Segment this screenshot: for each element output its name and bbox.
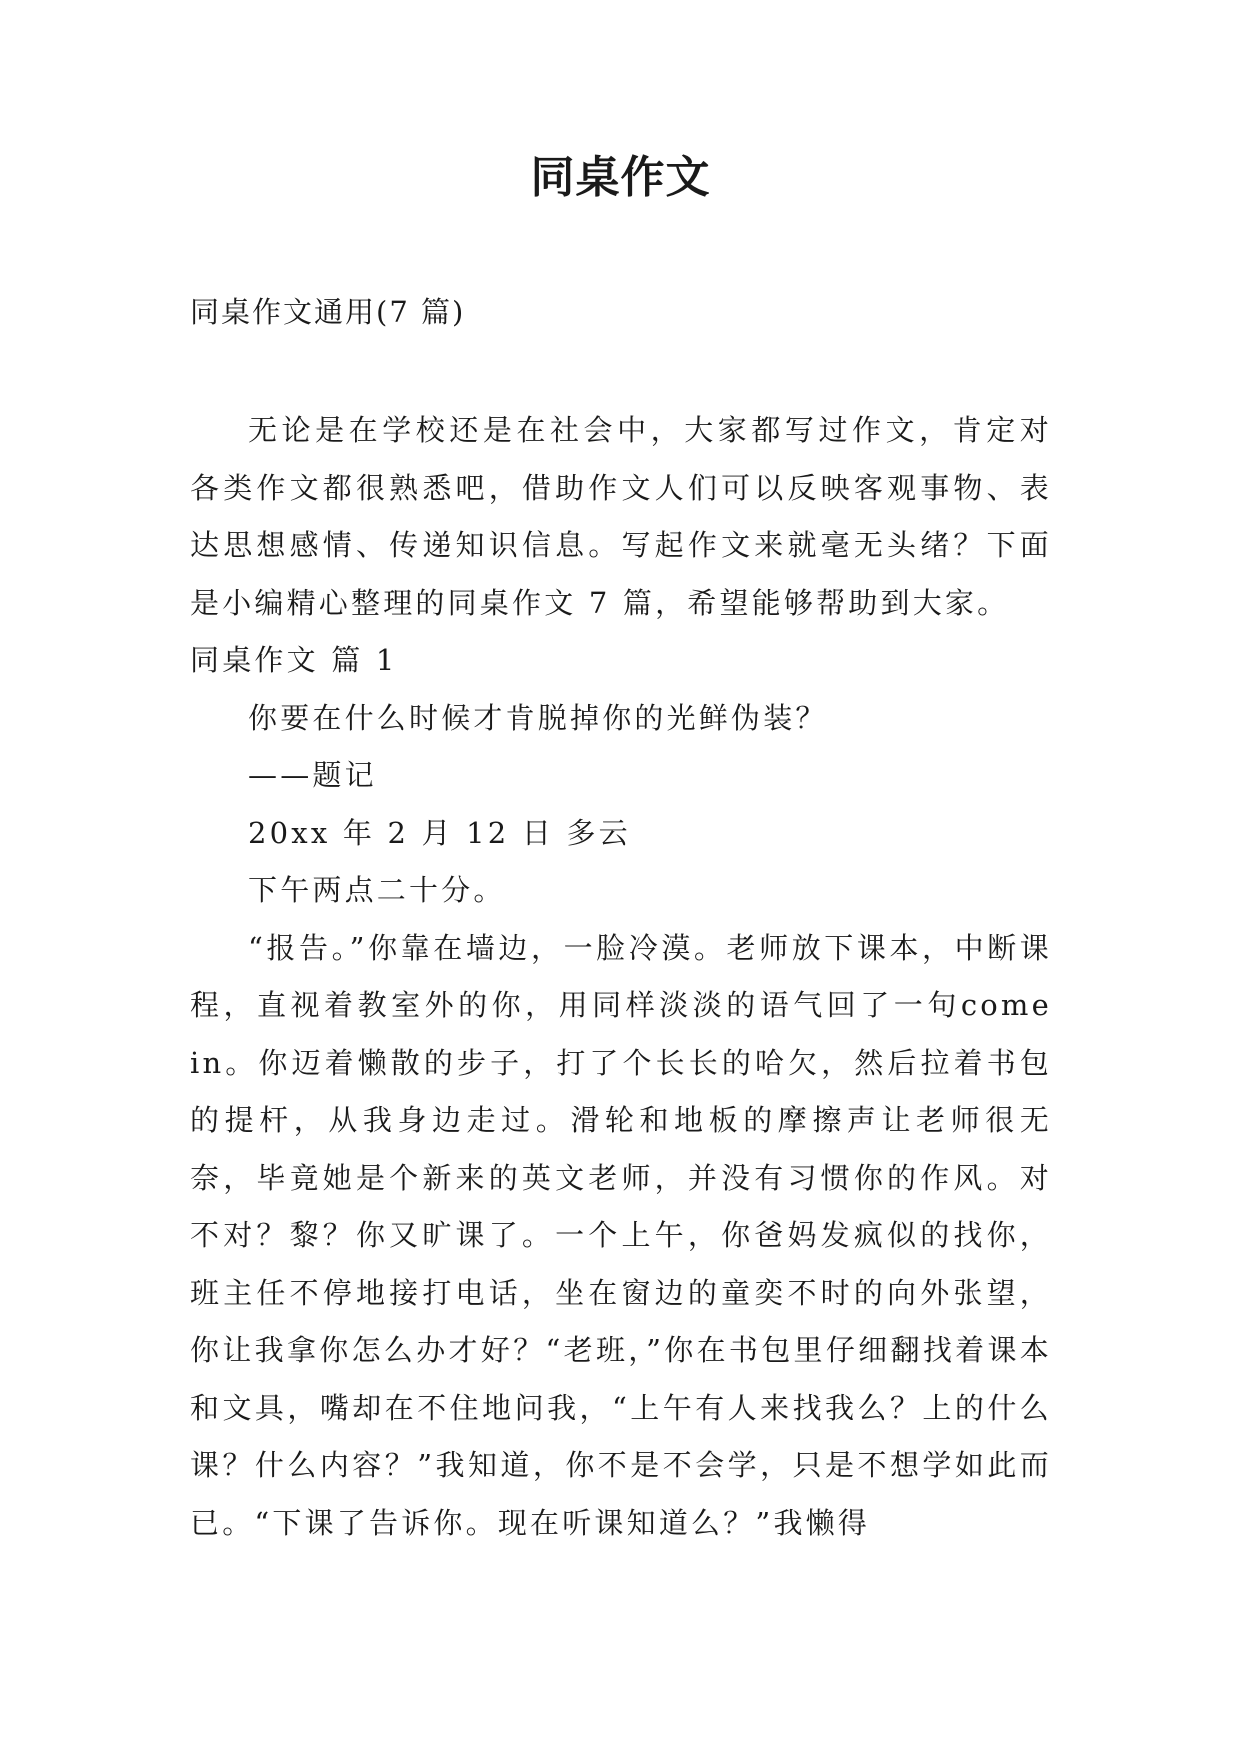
story-paragraph: “报告。”你靠在墙边，一脸冷漠。老师放下课本，中断课程，直视着教室外的你，用同样淡淡的语气回了一句come in。你迈着懒散的步子，打了个长长的哈欠，然后拉着书包的提杆，从我身边走过。滑轮和地板的摩擦声让老师很无奈，毕竟她是个新来的英文老师，并没有习惯你的作风。对不对？黎？你又旷课了。一个上午，你爸妈发疯似的找你，班主任不停地接打电话，坐在窗边的童奕不时的向外张望，你让我拿你怎么办才好？“老班，”你在书包里仔细翻找着课本和文具，嘴却在不住地问我，“上午有人来找我么？上的什么课？什么内容？”我知道，你不是不会学，只是不想学如此而已。“下课了告诉你。现在听课知道么？”我懒得 <box>190 930 1052 1540</box>
time-line: 下午两点二十分。 <box>248 873 506 907</box>
document-body <box>190 402 1052 1552</box>
epigraph: 你要在什么时候才肯脱掉你的光鲜伪装？ <box>248 700 828 735</box>
epigraph-attribution: ——题记 <box>248 758 377 792</box>
intro-paragraph: 无论是在学校还是在社会中，大家都写过作文，肯定对各类作文都很熟悉吧，借助作文人们可以反映客观事物、表达思想感情、传递知识信息。写起作文来就毫无头绪？下面是小编精心整理的同桌作文 7 篇，希望能够帮助到大家。 <box>190 413 1052 620</box>
date-line: 20xx 年 2 月 12 日 多云 <box>248 815 631 850</box>
document-title: 同桌作文 <box>530 152 711 203</box>
document-subtitle: 同桌作文通用(7 篇) <box>190 295 466 329</box>
section-heading: 同桌作文 篇 1 <box>190 643 398 677</box>
